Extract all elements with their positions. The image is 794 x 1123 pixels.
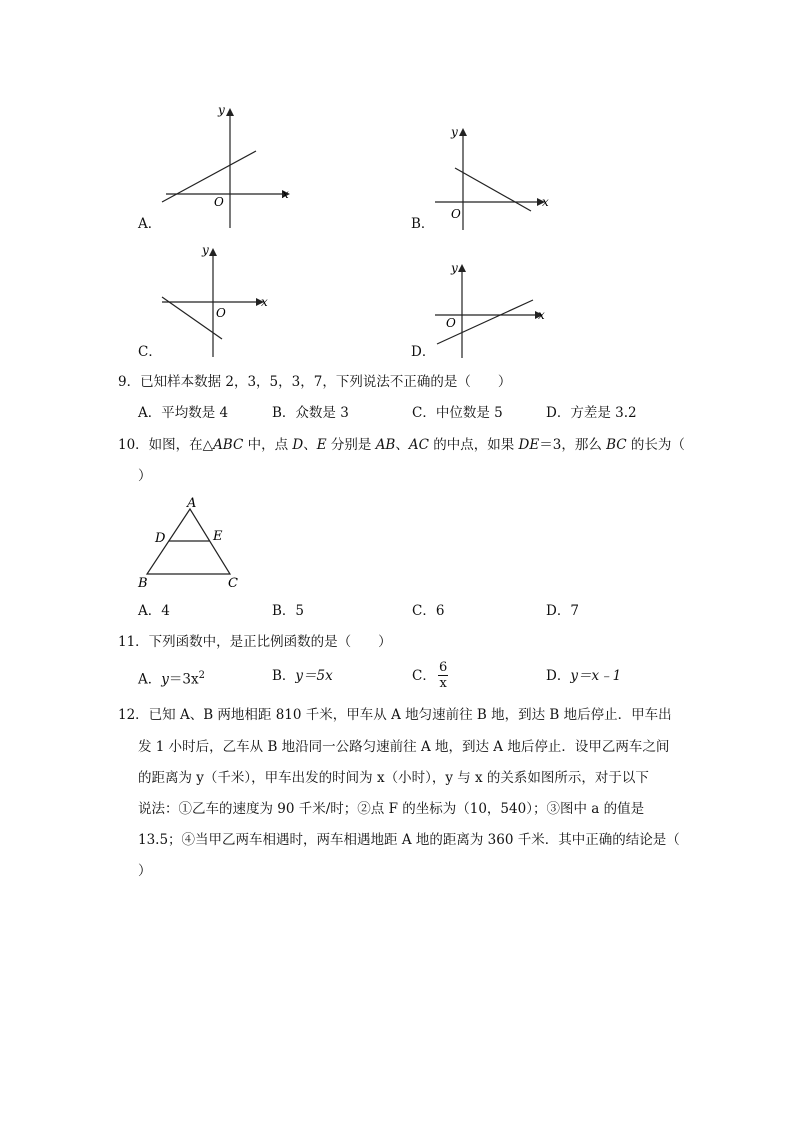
y-arrow-icon bbox=[458, 264, 466, 272]
graph-a bbox=[150, 98, 300, 233]
point-d-label: D bbox=[155, 531, 166, 546]
y-arrow-icon bbox=[226, 108, 234, 116]
q10-option-b: B．5 bbox=[272, 603, 305, 619]
y-label: y bbox=[202, 243, 209, 257]
origin-label: O bbox=[214, 195, 224, 209]
option-label: B． bbox=[411, 216, 435, 232]
origin-label: O bbox=[446, 316, 456, 330]
option-label: A． bbox=[138, 216, 162, 232]
option-label: C． bbox=[138, 344, 162, 360]
y-label: y bbox=[218, 103, 225, 117]
y-label: y bbox=[451, 261, 458, 275]
graph-d bbox=[425, 258, 565, 363]
x-label: x bbox=[538, 308, 545, 322]
point-e-label: E bbox=[213, 529, 223, 544]
option-label: D． bbox=[411, 344, 436, 360]
q10-stem-line1: 10．如图，在△ABC 中，点 D、E 分别是 AB、AC 的中点，如果 DE＝3，那么 BC 的长为（ bbox=[118, 437, 685, 453]
x-label: x bbox=[542, 195, 549, 209]
q9-stem: 9．已知样本数据 2，3，5，3，7，下列说法不正确的是（ ） bbox=[118, 374, 512, 390]
origin-label: O bbox=[216, 306, 226, 320]
y-label: y bbox=[451, 125, 458, 139]
q12-line-3: 的距离为 y（千米），甲车出发的时间为 x（小时），y 与 x 的关系如图所示，对于以下 bbox=[138, 770, 649, 786]
y-arrow-icon bbox=[459, 128, 467, 136]
q11-option-d: D．y＝x﹣1 bbox=[546, 668, 622, 684]
q10-option-c: C．6 bbox=[412, 603, 445, 619]
graph-b bbox=[425, 124, 565, 234]
q11-option-a: A．$y=3x^2$ bbox=[138, 670, 205, 688]
q11-option-c-fraction: $\frac{6}{x}$ bbox=[439, 660, 448, 691]
q12-line-4: 说法：①乙车的速度为 90 千米/时；②点 F 的坐标为（10，540）；③图中 a 的值是 bbox=[138, 801, 645, 817]
q10-option-a: A．4 bbox=[138, 603, 170, 619]
triangle-figure bbox=[135, 494, 250, 594]
vertex-c-label: C bbox=[228, 576, 238, 591]
x-label: x bbox=[282, 187, 289, 201]
vertex-b-label: B bbox=[138, 576, 148, 591]
q10-option-d: D．7 bbox=[546, 603, 579, 619]
q9-option-c: C．中位数是 5 bbox=[412, 405, 503, 421]
q9-option-b: B．众数是 3 bbox=[272, 405, 349, 421]
vertex-a-label: A bbox=[187, 496, 197, 511]
graph-c bbox=[150, 240, 280, 360]
function-line bbox=[455, 168, 531, 211]
q9-option-d: D．方差是 3.2 bbox=[546, 405, 637, 421]
q12-line-5: 13.5；④当甲乙两车相遇时，两车相遇地距 A 地的距离为 360 千米．其中正确的结论是（ bbox=[138, 832, 680, 848]
q10-stem-line2: ） bbox=[138, 468, 152, 484]
y-arrow-icon bbox=[209, 248, 217, 256]
q12-line-6: ） bbox=[138, 863, 152, 879]
q12-line-1: 12．已知 A、B 两地相距 810 千米，甲车从 A 地匀速前往 B 地，到达 B 地后停止．甲车出 bbox=[118, 707, 672, 723]
q12-line-2: 发 1 小时后，乙车从 B 地沿同一公路匀速前往 A 地，到达 A 地后停止．设甲乙两车之间 bbox=[138, 739, 670, 755]
q11-stem: 11．下列函数中，是正比例函数的是（ ） bbox=[118, 634, 392, 650]
q11-option-b: B．y＝5x bbox=[272, 668, 333, 684]
x-label: x bbox=[261, 295, 268, 309]
q9-option-a: A．平均数是 4 bbox=[138, 405, 229, 421]
origin-label: O bbox=[451, 207, 461, 221]
q11-option-c: C． bbox=[412, 668, 436, 684]
